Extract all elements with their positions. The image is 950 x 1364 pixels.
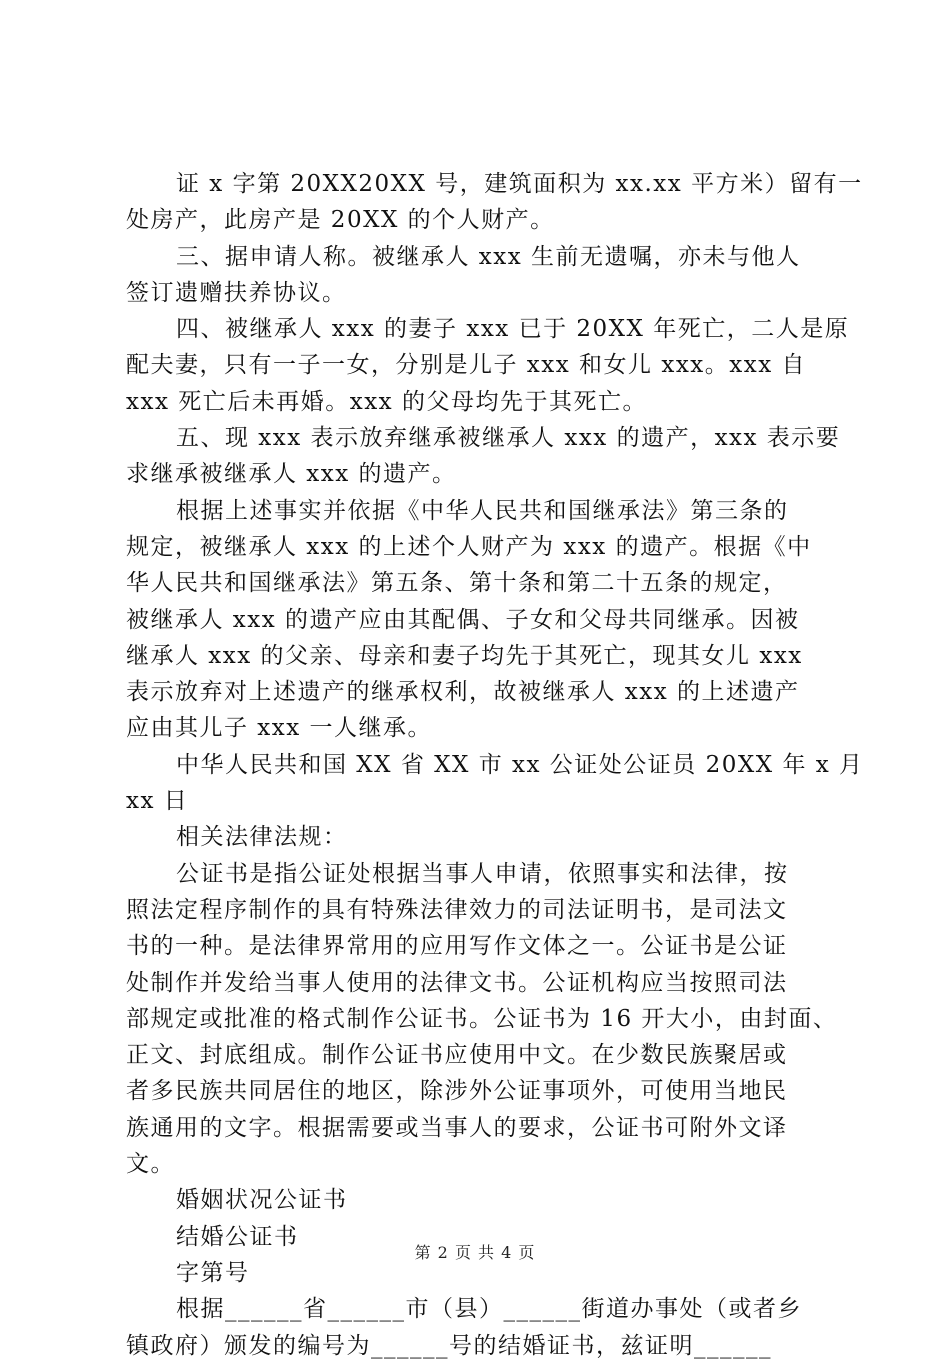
paragraph-line: 被继承人 xxx 的遗产应由其配偶、子女和父母共同继承。因被 (126, 606, 800, 633)
paragraph-line: 应由其儿子 xxx 一人继承。 (126, 715, 433, 742)
paragraph-line: 照法定程序制作的具有特殊法律效力的司法证明书，是司法文 (126, 896, 788, 923)
paragraph-line: 处房产，此房产是 20XX 的个人财产。 (126, 207, 555, 234)
paragraph-line: 三、据申请人称。被继承人 xxx 生前无遗嘱，亦未与他人 (176, 243, 801, 270)
paragraph-line: 书的一种。是法律界常用的应用写作文体之一。公证书是公证 (126, 933, 788, 960)
paragraph-line: 证 x 字第 20XX20XX 号，建筑面积为 xx.xx 平方米）留有一 (176, 171, 863, 197)
document-number-line: 字第号 (176, 1259, 250, 1286)
paragraph-line: 文。 (126, 1151, 175, 1178)
paragraph-line: 公证书是指公证处根据当事人申请，依照事实和法律，按 (176, 860, 789, 887)
paragraph-line: 五、现 xxx 表示放弃继承被继承人 xxx 的遗产，xxx 表示要 (176, 425, 841, 452)
paragraph-line: 四、被继承人 xxx 的妻子 xxx 已于 20XX 年死亡，二人是原 (176, 316, 850, 343)
paragraph-line: 华人民共和国继承法》第五条、第十条和第二十五条的规定， (126, 570, 788, 597)
section-heading: 婚姻状况公证书 (176, 1187, 348, 1214)
page-number-footer: 第 2 页 共 4 页 (414, 1243, 536, 1262)
paragraph-line: xxx 死亡后未再婚。xxx 的父母均先于其死亡。 (126, 388, 647, 415)
paragraph-line: 部规定或批准的格式制作公证书。公证书为 16 开大小，由封面、 (126, 1005, 838, 1032)
paragraph-line: 根据上述事实并依据《中华人民共和国继承法》第三条的 (176, 497, 789, 524)
paragraph-line: 规定，被继承人 xxx 的上述个人财产为 xxx 的遗产。根据《中 (126, 533, 812, 560)
paragraph-line: 处制作并发给当事人使用的法律文书。公证机构应当按照司法 (126, 969, 788, 996)
paragraph-line: 求继承被继承人 xxx 的遗产。 (126, 461, 457, 488)
signature-line: xx 日 (126, 788, 189, 815)
section-heading: 结婚公证书 (176, 1223, 299, 1250)
paragraph-line: 继承人 xxx 的父亲、母亲和妻子均先于其死亡，现其女儿 xxx (126, 642, 803, 669)
paragraph-line: 配夫妻，只有一子一女，分别是儿子 xxx 和女儿 xxx。xxx 自 (126, 352, 806, 379)
paragraph-line: 正文、封底组成。制作公证书应使用中文。在少数民族聚居或 (126, 1042, 788, 1069)
paragraph-line: 签订遗赠扶养协议。 (126, 279, 347, 306)
paragraph-line: 镇政府）颁发的编号为______号的结婚证书，兹证明______ (126, 1332, 772, 1359)
paragraph-line: 族通用的文字。根据需要或当事人的要求，公证书可附外文译 (126, 1114, 788, 1141)
paragraph-line: 者多民族共同居住的地区，除涉外公证事项外，可使用当地民 (126, 1078, 788, 1105)
paragraph-line: 根据______省______市（县）______街道办事处（或者乡 (176, 1296, 802, 1323)
section-heading: 相关法律法规： (176, 824, 348, 851)
paragraph-line: 表示放弃对上述遗产的继承权利，故被继承人 xxx 的上述遗产 (126, 679, 800, 706)
signature-line: 中华人民共和国 XX 省 XX 市 xx 公证处公证员 20XX 年 x 月 (176, 751, 864, 778)
document-body (126, 166, 864, 1364)
